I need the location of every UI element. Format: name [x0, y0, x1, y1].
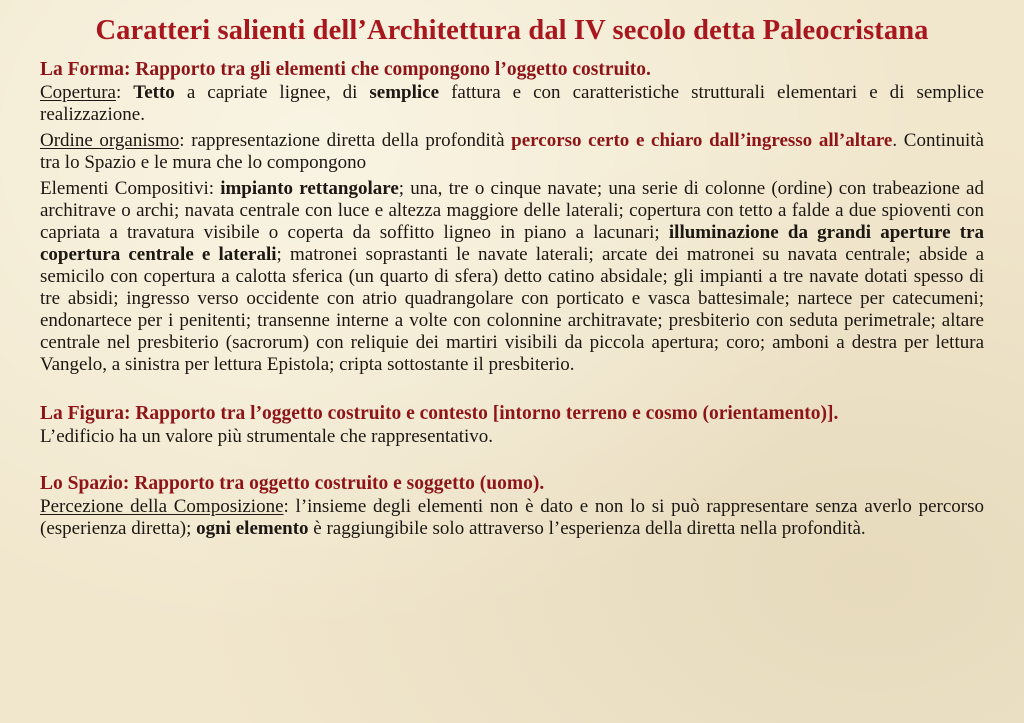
bold-illuminazione: illuminazione da grandi aperture tra copertura centrale e laterali: [40, 222, 985, 265]
section-heading-forma: La Forma: Rapporto tra gli elementi che compongono l’oggetto costruito.: [40, 59, 651, 80]
paragraph-elementi-compositivi: Elementi Compositivi: impianto rettangolare; una, tre o cinque navate; una serie di colonne (ordine) con trabeazione ad architrave o archi; navata centrale con luce e altezza maggiore delle laterali; copertura con tetto a falde a due spioventi con capriata a travatura visibile o coperta da soffitto ligneo in piano a lacunari; illuminazione da grandi aperture tra copertura centrale e laterali; matronei soprastanti le navate laterali; arcate dei matronei su navata centrale; abside a semicilo con copertura a calotta sferica (un quarto di sfera) detto catino absidale; gli impianti a tre navate dotati spesso di tre absidi; ingresso verso occidente con atrio quadrangolare con porticato e vasca battesimale; nartece per catecumeni; endonartece per i penitenti; transenne interne a volte con colonnine architravate; presbiterio con seduta perimetrale; altare centrale nel presbiterio (sacrorum) con reliquie dei martiri visibili da piccola apertura; coro; amboni a destra per lettura Vangelo, a sinistra per lettura Epistola; cripta sottostante il presbiterio.: [40, 178, 985, 375]
term-ordine-organismo: Ordine organismo: [40, 130, 180, 151]
paragraph-copertura: Copertura: Tetto a capriate lignee, di semplice fattura e con caratteristiche strutturali elementari e di semplice realizzazione.: [40, 82, 984, 125]
bold-semplice: semplice: [369, 82, 440, 103]
term-percezione: Percezione della Composizione: [40, 496, 284, 517]
section-spazio: [40, 472, 984, 540]
bold-impianto-rettangolare: impianto rettangolare: [220, 178, 399, 199]
paragraph-figura: L’edificio ha un valore più strumentale che rappresentativo.: [40, 426, 494, 447]
bold-ogni-elemento: ogni elemento: [196, 518, 309, 539]
section-heading-spazio: Lo Spazio: Rapporto tra oggetto costruito e soggetto (uomo).: [40, 473, 545, 494]
section-heading-figura: La Figura: Rapporto tra l’oggetto costruito e contesto [intorno terreno e cosmo (orientamento)].: [40, 403, 839, 424]
term-copertura: Copertura: [40, 82, 116, 103]
bold-tetto: Tetto: [133, 82, 175, 103]
section-forma: [40, 58, 984, 376]
page-title: Caratteri salienti dell’Architettura dal IV secolo detta Paleocristana: [95, 15, 929, 46]
paragraph-percezione: Percezione della Composizione: l’insieme degli elementi non è dato e non lo si può rappresentare senza averlo percorso (esperienza diretta); ogni elemento è raggiungibile solo attraverso l’esperienza della diretta nella profondità.: [40, 496, 984, 539]
highlight-percorso: percorso certo e chiaro dall’ingresso all’altare: [511, 130, 893, 151]
paragraph-ordine-organismo: Ordine organismo: rappresentazione diretta della profondità percorso certo e chiaro dall’ingresso all’altare. Continuità tra lo Spazio e le mura che lo compongono: [40, 130, 984, 173]
section-figura: [40, 402, 984, 448]
